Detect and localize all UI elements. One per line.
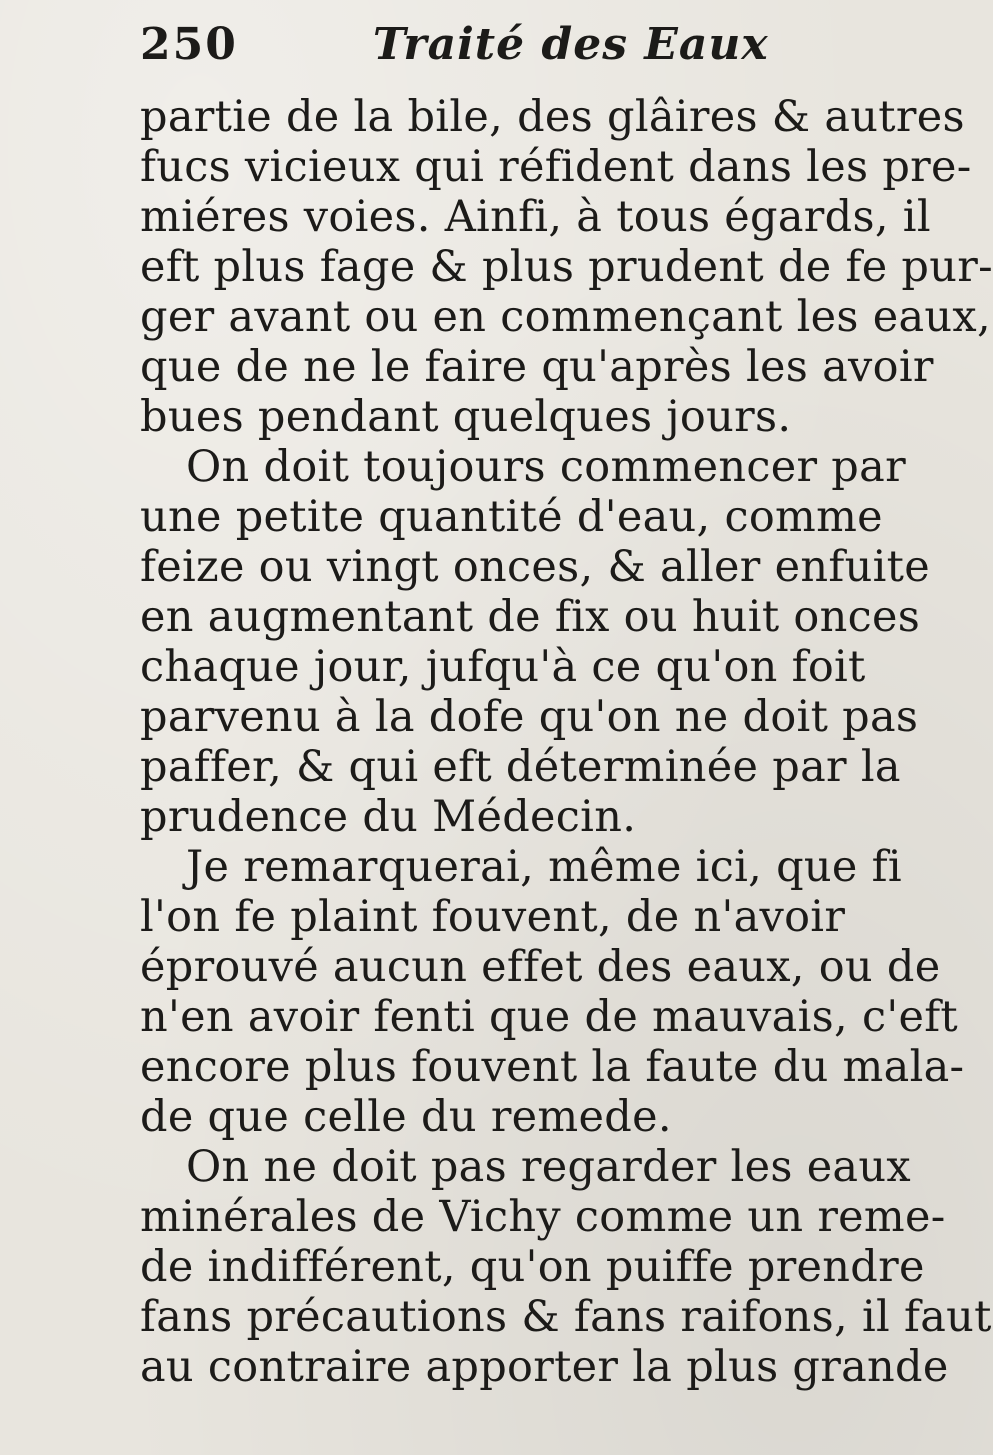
text-line: au contraire apporter la plus grande <box>140 1342 949 1392</box>
text-line: miéres voies. Ainfi, à tous égards, il <box>140 192 931 242</box>
text-line: parvenu à la dofe qu'on ne doit pas <box>140 692 919 742</box>
text-line: paffer, & qui eft déterminée par la <box>140 742 901 792</box>
paragraph-2 <box>140 442 930 842</box>
text-line: éprouvé aucun effet des eaux, ou de <box>140 942 941 992</box>
page-header <box>140 10 769 80</box>
text-line: de indifférent, qu'on puiffe prendre <box>140 1242 925 1292</box>
text-line: ger avant ou en commençant les eaux, <box>140 292 991 342</box>
text-line: prudence du Médecin. <box>140 792 637 842</box>
body-text <box>140 92 993 1392</box>
text-line: fucs vicieux qui réfident dans les pre- <box>140 142 972 192</box>
text-line: encore plus fouvent la faute du mala- <box>140 1042 965 1092</box>
text-line: bues pendant quelques jours. <box>140 392 792 442</box>
text-line: partie de la bile, des glâires & autres <box>140 92 965 142</box>
text-line: On doit toujours commencer par <box>186 442 906 492</box>
text-line: fans précautions & fans raifons, il faut <box>140 1292 992 1342</box>
text-line: que de ne le faire qu'après les avoir <box>140 342 934 392</box>
text-line: feize ou vingt onces, & aller enfuite <box>140 542 930 592</box>
text-line: l'on fe plaint fouvent, de n'avoir <box>140 892 846 942</box>
text-line: chaque jour, jufqu'à ce qu'on foit <box>140 642 866 692</box>
paragraph-4 <box>140 1142 992 1392</box>
text-line: de que celle du remede. <box>140 1092 672 1142</box>
paragraph-1 <box>140 92 993 442</box>
text-line: n'en avoir fenti que de mauvais, c'eft <box>140 992 958 1042</box>
text-line: eft plus fage & plus prudent de fe pur- <box>140 242 993 292</box>
text-line: Je remarquerai, même ici, que fi <box>186 842 902 892</box>
text-line: une petite quantité d'eau, comme <box>140 492 883 542</box>
text-line: en augmentant de fix ou huit onces <box>140 592 921 642</box>
text-line: minérales de Vichy comme un reme- <box>140 1192 946 1242</box>
text-line: On ne doit pas regarder les eaux <box>186 1142 911 1192</box>
page-number: 250 <box>140 19 238 70</box>
paragraph-3 <box>140 842 965 1142</box>
running-title: Traité des Eaux <box>372 19 769 70</box>
